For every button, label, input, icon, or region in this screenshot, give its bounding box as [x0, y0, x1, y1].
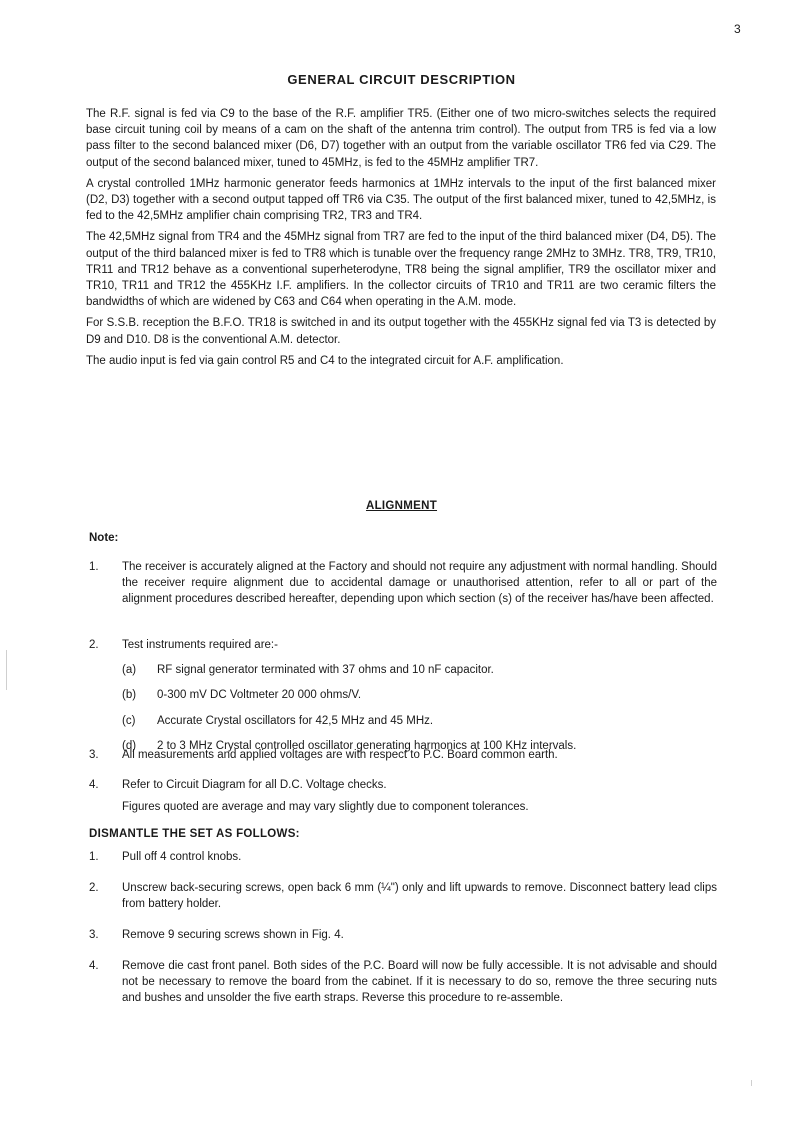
section-title-general: GENERAL CIRCUIT DESCRIPTION	[287, 72, 516, 87]
paragraph: For S.S.B. reception the B.F.O. TR18 is switched in and its output together with the 455KHz signal fed via T3 is detected by D9 and D10. D8 is the conventional A.M. detector.	[86, 317, 716, 346]
subitem-label: (b)	[122, 689, 137, 702]
subitem-a	[122, 662, 717, 678]
item-text: Remove 9 securing screws shown in Fig. 4.	[122, 929, 344, 941]
dismantle-item-1	[89, 849, 717, 865]
subitem-text: RF signal generator terminated with 37 ohms and 10 nF capacitor.	[157, 664, 494, 677]
subitem-b	[122, 687, 717, 703]
item-text: Test instruments required are:-	[122, 639, 278, 651]
item-text: Unscrew back-securing screws, open back 6 mm (¼") only and lift upwards to remove. Disconnect battery lead clips from battery holder.	[122, 882, 717, 911]
item-number: 3.	[89, 929, 99, 941]
item-number: 2.	[89, 639, 99, 651]
alignment-item-3	[89, 747, 717, 763]
subitem-label: (c)	[122, 714, 136, 727]
item-text: Refer to Circuit Diagram for all D.C. Voltage checks.	[122, 779, 387, 791]
subitem-text: 0-300 mV DC Voltmeter 20 000 ohms/V.	[157, 689, 362, 702]
paragraph: A crystal controlled 1MHz harmonic generator feeds harmonics at 1MHz intervals to the input of the first balanced mixer (D2, D3) together with a second output tapped off TR6 via C35. The output of the first balanced mixer, tuned to 42,5MHz, is fed to the 42,5MHz amplifier chain comprising TR2, TR3 and TR4.	[86, 177, 716, 223]
item-number: 4.	[89, 779, 99, 791]
dismantle-item-4	[89, 958, 717, 1007]
note-label: Note:	[89, 532, 119, 544]
general-description	[86, 106, 716, 374]
alignment-item-2	[89, 637, 717, 754]
paragraph: The audio input is fed via gain control R5 and C4 to the integrated circuit for A.F. amplification.	[86, 354, 564, 367]
page-number: 3	[734, 22, 741, 36]
item-text: Pull off 4 control knobs.	[122, 851, 242, 863]
subitem-c	[122, 713, 717, 729]
item-number: 4.	[89, 960, 99, 972]
section-title-alignment: ALIGNMENT	[365, 500, 438, 512]
dismantle-item-2	[89, 880, 717, 912]
dismantle-item-3	[89, 927, 717, 943]
paragraph: The 42,5MHz signal from TR4 and the 45MHz signal from TR7 are fed to the input of the third balanced mixer (D4, D5). The output of the third balanced mixer is fed to TR8 which is tunable over the frequency range 2MHz to 3MHz. TR8, TR9, TR10, TR11 and TR12 behave as a conventional superheterodyne, TR8 being the signal amplifier, TR9 the oscillator mixer and TR10, TR11 and TR12 the 455KHz I.F. amplifiers. In the collector circuits of TR10 and TR11 are two ceramic filters the bandwidths of which are widened by C63 and C64 when operating in the A.M. mode.	[86, 231, 716, 309]
item-text-secondary: Figures quoted are average and may vary slightly due to component tolerances.	[122, 801, 529, 814]
item-number: 1.	[89, 851, 99, 863]
paragraph: The R.F. signal is fed via C9 to the base of the R.F. amplifier TR5. (Either one of two micro-switches selects the required base circuit tuning coil by means of a cam on the shaft of the antenna trim control). The output from TR5 is fed via a low pass filter to the second balanced mixer (D6, D7) together with an output from the variable oscillator TR6 fed via C29. The output of the second balanced mixer, tuned to 45MHz, is fed to the 45MHz amplifier TR7.	[86, 108, 716, 169]
subitem-text: 2 to 3 MHz Crystal controlled oscillator generating harmonics at 100 KHz intervals.	[157, 739, 577, 752]
subitem-label: (a)	[122, 664, 137, 677]
item-number: 2.	[89, 882, 99, 894]
subitem-label: (d)	[122, 739, 137, 752]
section-title-dismantle: DISMANTLE THE SET AS FOLLOWS:	[89, 828, 300, 840]
item-text: All measurements and applied voltages are with respect to P.C. Board common earth.	[122, 749, 558, 761]
item-text: Remove die cast front panel. Both sides of the P.C. Board will now be fully accessible. It is not advisable and should not be necessary to remove the board from the cabinet. If it is necessary to do so, remove the three securing nuts and bushes and unsolder the five earth straps. Reverse this procedure to re-assemble.	[122, 960, 717, 1005]
item-number: 1.	[89, 561, 99, 573]
subitem-text: Accurate Crystal oscillators for 42,5 MHz and 45 MHz.	[157, 714, 434, 727]
item-text: The receiver is accurately aligned at the Factory and should not require any adjustment with normal handling. Should the receiver require alignment due to accidental damage or unauthorised attention, refer to all or part of the alignment procedures described hereafter, depending upon which section (s) of the receiver has/have been affected.	[122, 561, 717, 606]
alignment-item-4	[89, 777, 717, 815]
scan-mark	[751, 1080, 752, 1086]
scan-mark	[6, 650, 7, 690]
alignment-item-1	[89, 559, 717, 608]
item-number: 3.	[89, 749, 99, 761]
